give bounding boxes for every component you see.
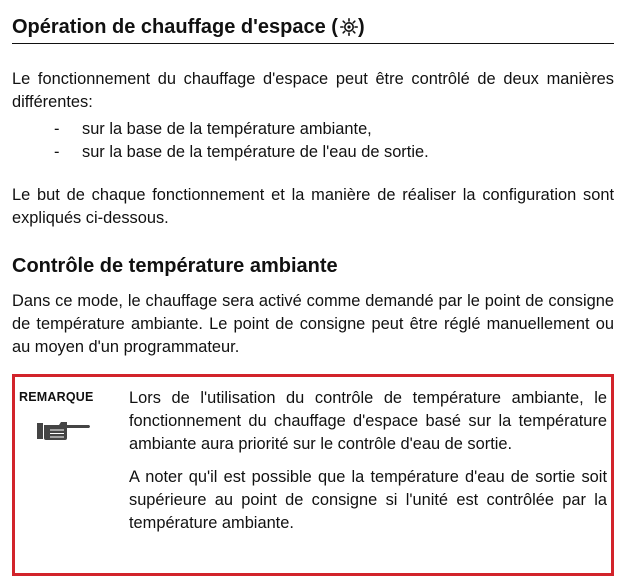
note-paragraph: A noter qu'il est possible que la température d'eau de sortie soit supérieure au point de consigne si l'unité est contrôlée par la température ambiante. bbox=[129, 468, 607, 532]
list-item-text: sur la base de la température de l'eau de sortie. bbox=[82, 143, 429, 161]
pointing-hand-icon bbox=[37, 417, 91, 441]
note-label: REMARQUE bbox=[19, 390, 94, 404]
note-paragraph: Lors de l'utilisation du contrôle de température ambiante, le fonctionnement du chauffage d'espace basé sur la température ambiante aura priorité sur le contrôle d'eau de sortie. bbox=[129, 389, 607, 453]
intro-paragraph: Le fonctionnement du chauffage d'espace peut être contrôlé de deux manières différentes: bbox=[12, 70, 614, 111]
note-box bbox=[12, 374, 614, 576]
note-text bbox=[129, 387, 607, 535]
sun-icon bbox=[340, 18, 358, 36]
list-item bbox=[12, 118, 429, 141]
list-item bbox=[12, 141, 429, 164]
purpose-paragraph: Le but de chaque fonctionnement et la manière de réaliser la configuration sont expliqués ci-dessous. bbox=[12, 186, 614, 227]
control-modes-list bbox=[12, 118, 429, 164]
list-item-text: sur la base de la température ambiante, bbox=[82, 120, 372, 138]
list-marker: - bbox=[54, 120, 60, 138]
subsection-heading: Contrôle de température ambiante bbox=[12, 255, 338, 277]
section-title-end: ) bbox=[357, 16, 365, 38]
list-marker: - bbox=[54, 143, 60, 161]
section-heading bbox=[12, 14, 614, 44]
section-title: Opération de chauffage d'espace ( bbox=[12, 16, 338, 38]
subsection-body: Dans ce mode, le chauffage sera activé comme demandé par le point de consigne de température ambiante. Le point de consigne peut être réglé manuellement ou au moyen d'un programmateur. bbox=[12, 292, 614, 356]
